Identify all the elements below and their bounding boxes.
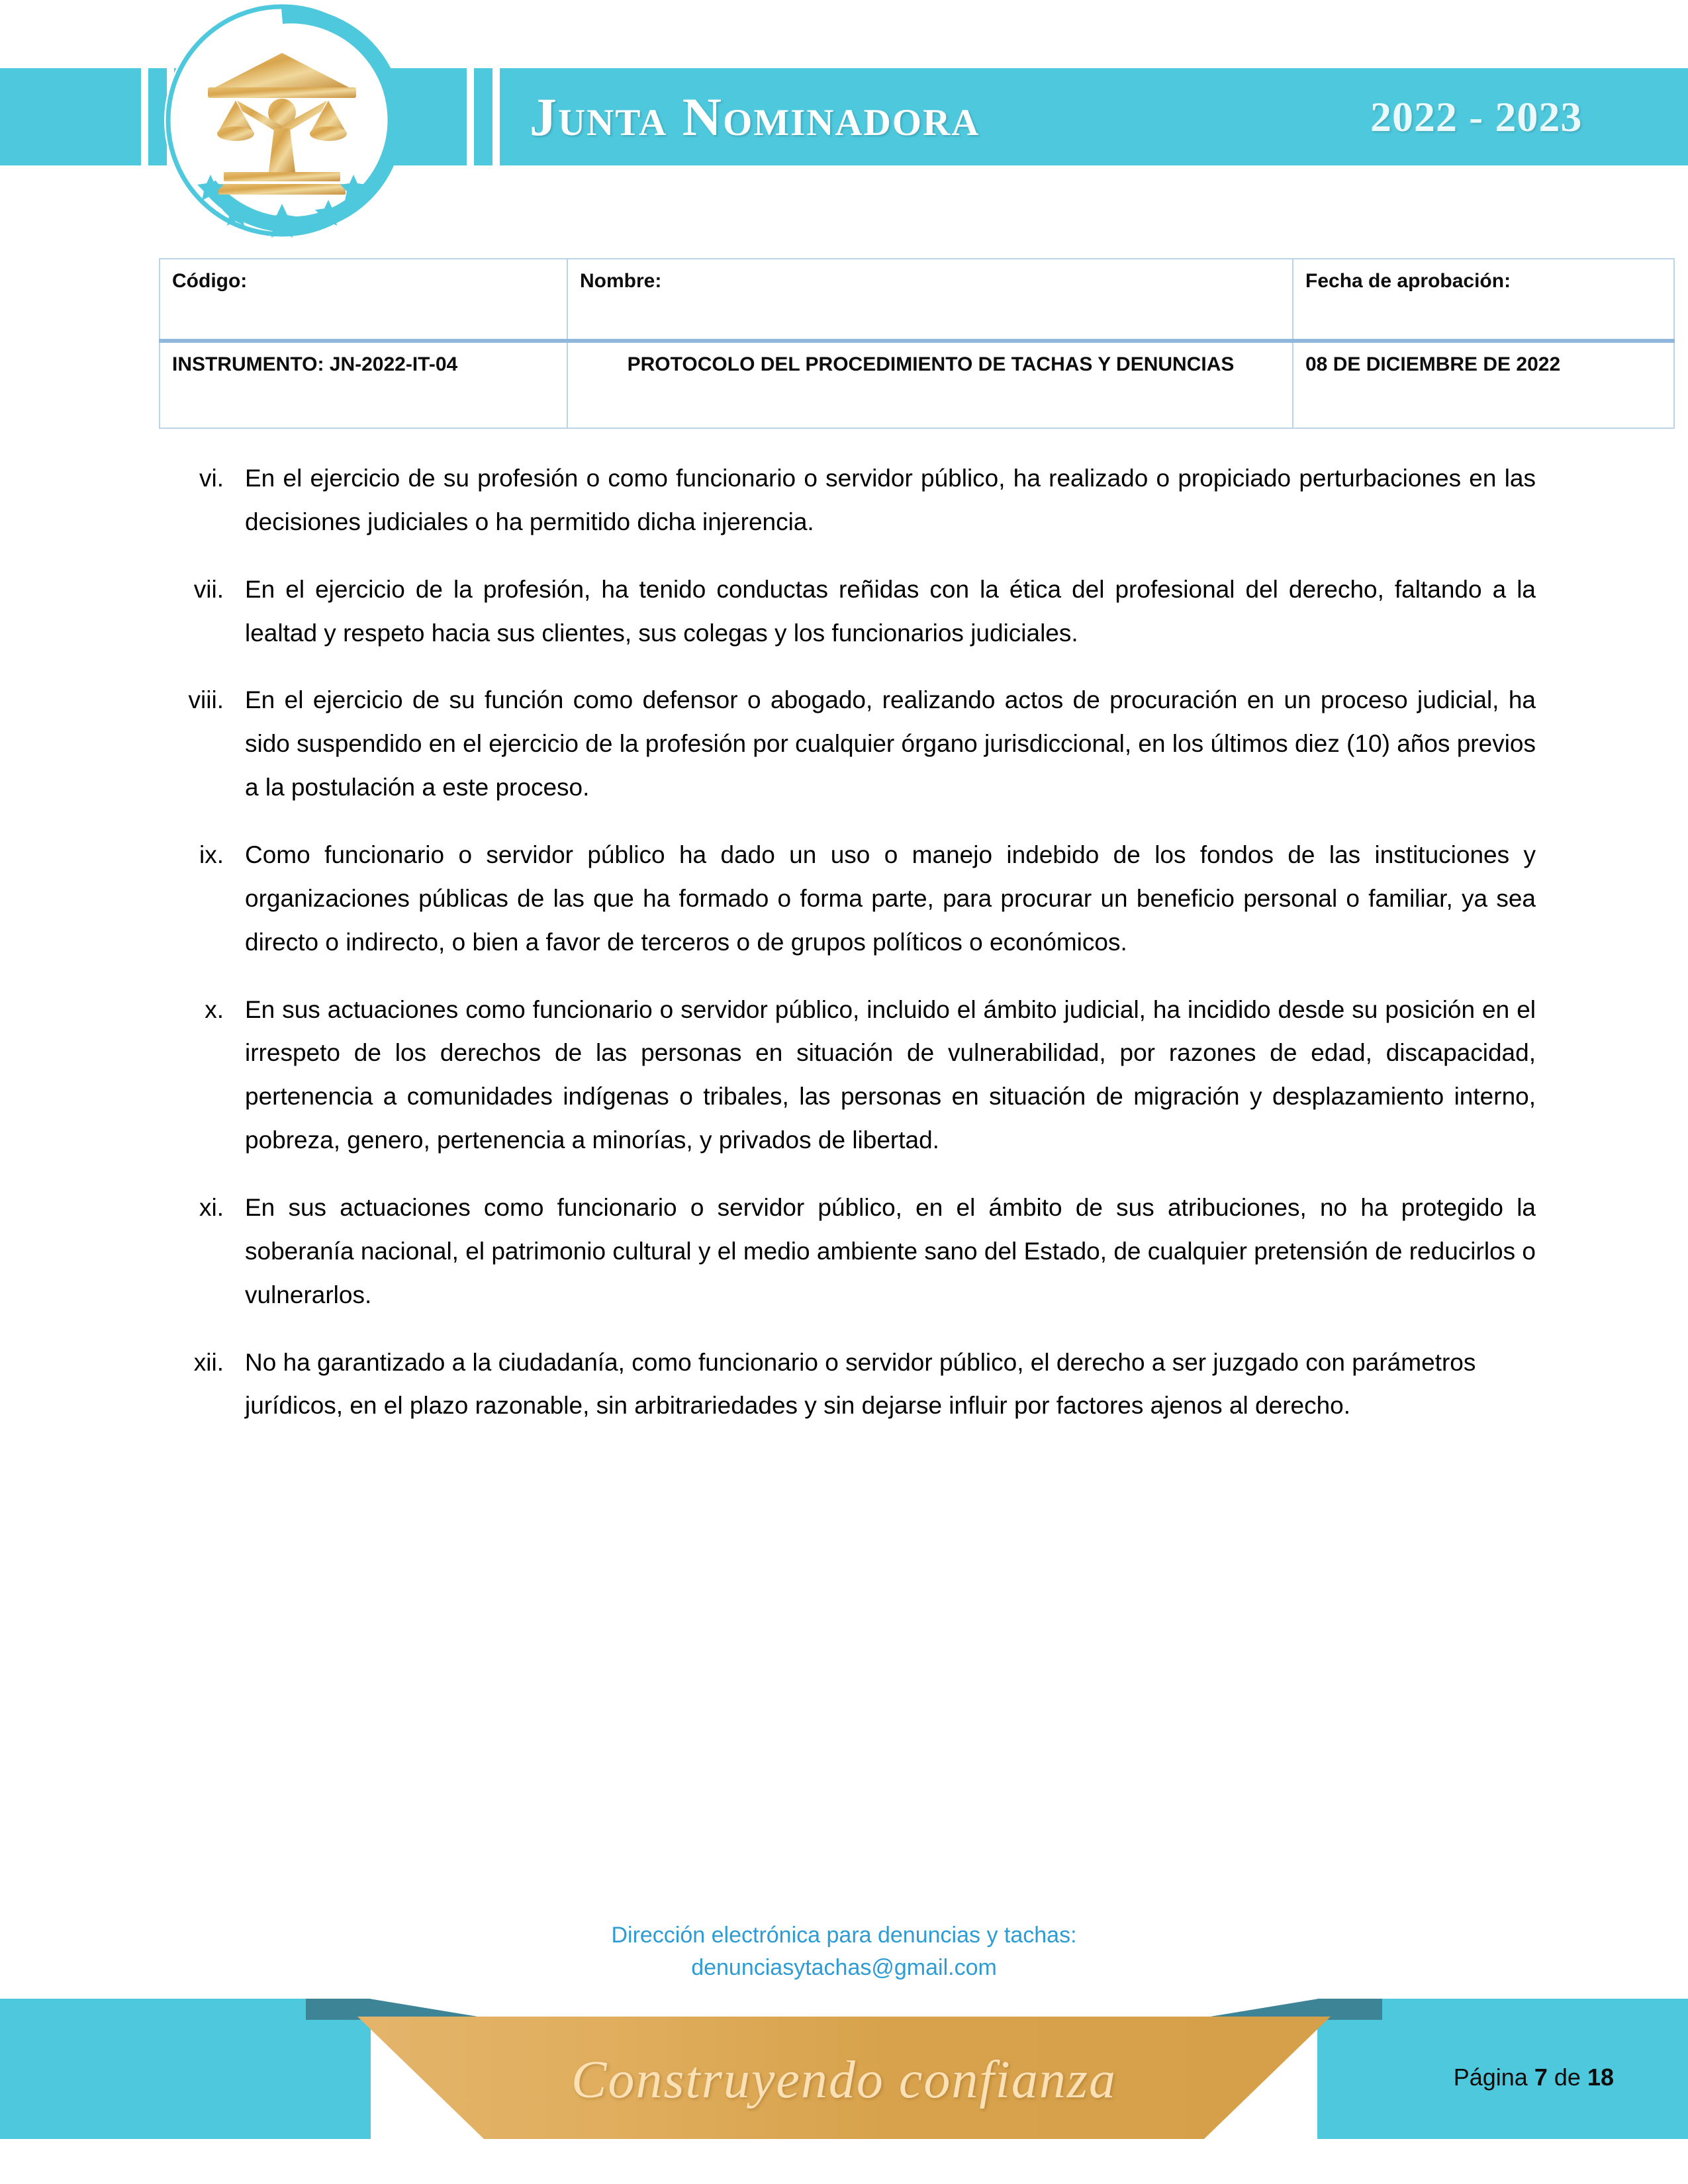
- table-header-codigo: Código:: [160, 259, 567, 341]
- clause-number: x.: [205, 995, 224, 1023]
- page-number-total: 18: [1587, 2064, 1614, 2091]
- list-item: [159, 988, 1536, 1162]
- clause-text: En el ejercicio de su profesión o como funcionario o servidor público, ha realizado o propiciado perturbaciones en las decisiones judiciales o ha permitido dicha injerencia.: [245, 465, 1536, 535]
- list-item: [159, 678, 1536, 809]
- clause-text: En sus actuaciones como funcionario o servidor público, incluido el ámbito judicial, ha incidido desde su posición en el irrespeto de los derechos de las personas en situación de vulnerabilidad, por razones de edad, discapacidad, pertenencia a comunidades indígenas o tribales, las personas en situación de migración y desplazamiento interno, pobreza, genero, pertenencia a minorías, y privados de libertad.: [245, 995, 1536, 1154]
- list-item: [159, 833, 1536, 964]
- clause-number: xi.: [199, 1194, 224, 1222]
- clause-text: No ha garantizado a la ciudadanía, como funcionario o servidor público, el derecho a ser juzgado con parámetros jurídicos, en el plazo razonable, sin arbitrariedades y sin dejarse influir por factores ajenos al derecho.: [245, 1348, 1476, 1420]
- page-number: [1454, 2064, 1614, 2091]
- scales-of-justice-emblem-icon: [163, 1, 401, 240]
- page-number-middle: de: [1554, 2064, 1581, 2091]
- page-footer: [0, 1919, 1688, 2184]
- list-item: [159, 1186, 1536, 1317]
- clause-number: xii.: [193, 1348, 224, 1376]
- page-number-prefix: Página: [1453, 2064, 1528, 2091]
- page-header: [0, 0, 1688, 179]
- header-band-separator-1: [141, 68, 148, 165]
- list-item: [159, 568, 1536, 655]
- table-row: [160, 259, 1674, 341]
- clause-text: En el ejercicio de su función como defensor o abogado, realizando actos de procuración en un proceso judicial, ha sido suspendido en el ejercicio de la profesión por cualquier órgano jurisdiccional, en los últimos diez (10) años previos a la postulación a este proceso.: [245, 686, 1536, 801]
- clause-number: viii.: [188, 686, 224, 714]
- table-cell-codigo: INSTRUMENTO: JN-2022-IT-04: [160, 341, 567, 428]
- footer-contact-block: [0, 1919, 1688, 1985]
- list-item: [159, 457, 1536, 544]
- clause-text: En el ejercicio de la profesión, ha tenido conductas reñidas con la ética del profesional del derecho, faltando a la lealtad y respeto hacia sus clientes, sus colegas y los funcionarios judiciales.: [245, 575, 1536, 647]
- clause-number: vi.: [199, 465, 224, 492]
- list-item: [159, 1341, 1536, 1428]
- document-metadata-table: [159, 258, 1675, 429]
- table-header-fecha: Fecha de aprobación:: [1293, 259, 1674, 341]
- clause-text: En sus actuaciones como funcionario o servidor público, en el ámbito de sus atribuciones, no ha protegido la soberanía nacional, el patrimonio cultural y el medio ambiente sano del Estado, de cualquier pretensión de reducirlos o vulnerarlos.: [245, 1194, 1536, 1308]
- clause-number: ix.: [199, 841, 224, 869]
- footer-contact-label: Dirección electrónica para denuncias y tachas:: [611, 1923, 1077, 1948]
- clause-text: Como funcionario o servidor público ha dado un uso o manejo indebido de los fondos de las instituciones y organizaciones públicas de las que ha formado o forma parte, para procurar un beneficio personal o familiar, ya sea directo o indirecto, o bien a favor de terceros o de grupos políticos o económicos.: [245, 841, 1536, 956]
- header-years-label: 2022 - 2023: [1370, 93, 1583, 140]
- table-cell-fecha: 08 DE DICIEMBRE DE 2022: [1293, 341, 1674, 428]
- clause-number: vii.: [193, 575, 224, 603]
- footer-contact-email[interactable]: denunciasytachas@gmail.com: [691, 1955, 997, 1981]
- table-row: [160, 341, 1674, 428]
- footer-slogan: Construyendo confianza: [571, 2051, 1117, 2109]
- page-title: Junta Nominadora: [530, 86, 980, 147]
- header-band-separator-3: [467, 68, 474, 165]
- table-header-nombre: Nombre:: [567, 259, 1293, 341]
- table-cell-nombre: PROTOCOLO DEL PROCEDIMIENTO DE TACHAS Y DENUNCIAS: [567, 341, 1293, 428]
- clause-list: [159, 457, 1536, 1451]
- page-number-current: 7: [1534, 2064, 1548, 2091]
- footer-decoration: [0, 1999, 1688, 2139]
- header-band-separator-4: [492, 68, 500, 165]
